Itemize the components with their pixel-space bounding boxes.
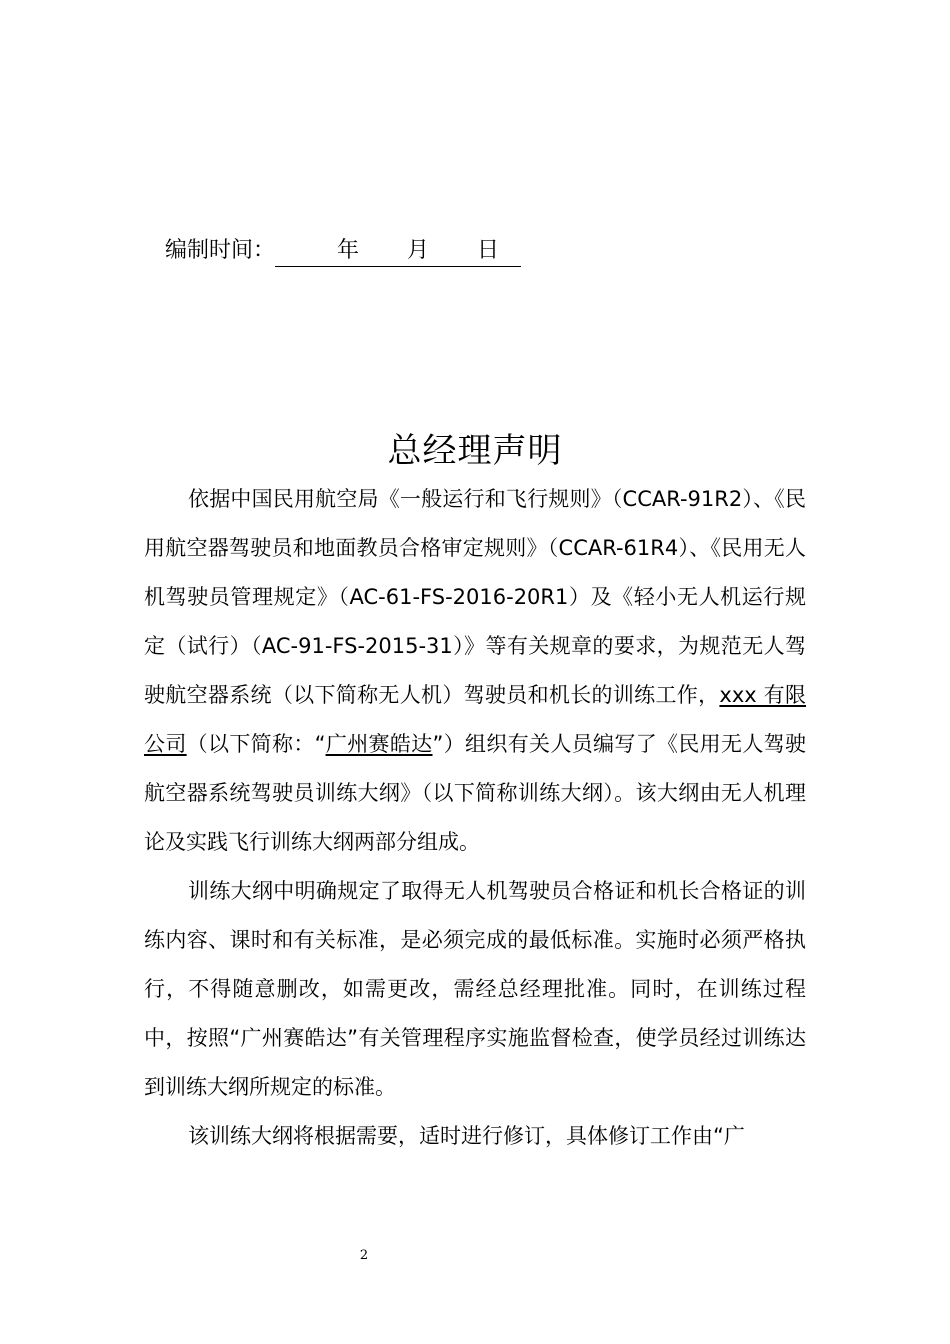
paragraph-1-part-2: （以下简称：“ [186, 732, 326, 756]
paragraph-1-part-3: ”）组织有关人员编写了《民用无人驾驶航空器系统驾驶员训练大纲》（以下简称训练大纲）。该大纲由无人机理论及实践飞行训练大纲两部分组成。 [144, 732, 806, 854]
page-title: 总经理声明 [387, 431, 563, 471]
statement-body [144, 475, 806, 1161]
paragraph-1 [144, 475, 806, 867]
compile-date-label: 编制时间： [165, 238, 276, 263]
paragraph-1-part-1: 依据中国民用航空局《一般运行和飞行规则》（CCAR-91R2）、《民用航空器驾驶员和地面教员合格审定规则》（CCAR-61R4）、《民用无人机驾驶员管理规定》（AC-61-FS-2016-20R1）及《轻小无人机运行规定（试行）（AC-91-FS-2015-31）》等有关规章的要求，为规范无人驾驶航空器系统（以下简称无人机）驾驶员和机长的训练工作， [144, 487, 806, 707]
day-label: 日 [477, 238, 500, 263]
compile-date-line [165, 232, 521, 270]
compile-date-blank [275, 236, 521, 267]
paragraph-3: 该训练大纲将根据需要，适时进行修订，具体修订工作由“广 [188, 1124, 745, 1148]
company-name: xxx 有限公司 [144, 683, 806, 756]
paragraph-2: 训练大纲中明确规定了取得无人机驾驶员合格证和机长合格证的训练内容、课时和有关标准，是必须完成的最低标准。实施时必须严格执行，不得随意删改，如需更改，需经总经理批准。同时，在训练过程中，按照“广州赛皓达”有关管理程序实施监督检查，使学员经过训练达到训练大纲所规定的标准。 [144, 879, 806, 1099]
month-label: 月 [407, 238, 430, 263]
company-short-name: 广州赛皓达 [325, 732, 433, 756]
page-number: 2 [359, 1248, 369, 1263]
year-label: 年 [337, 238, 360, 263]
